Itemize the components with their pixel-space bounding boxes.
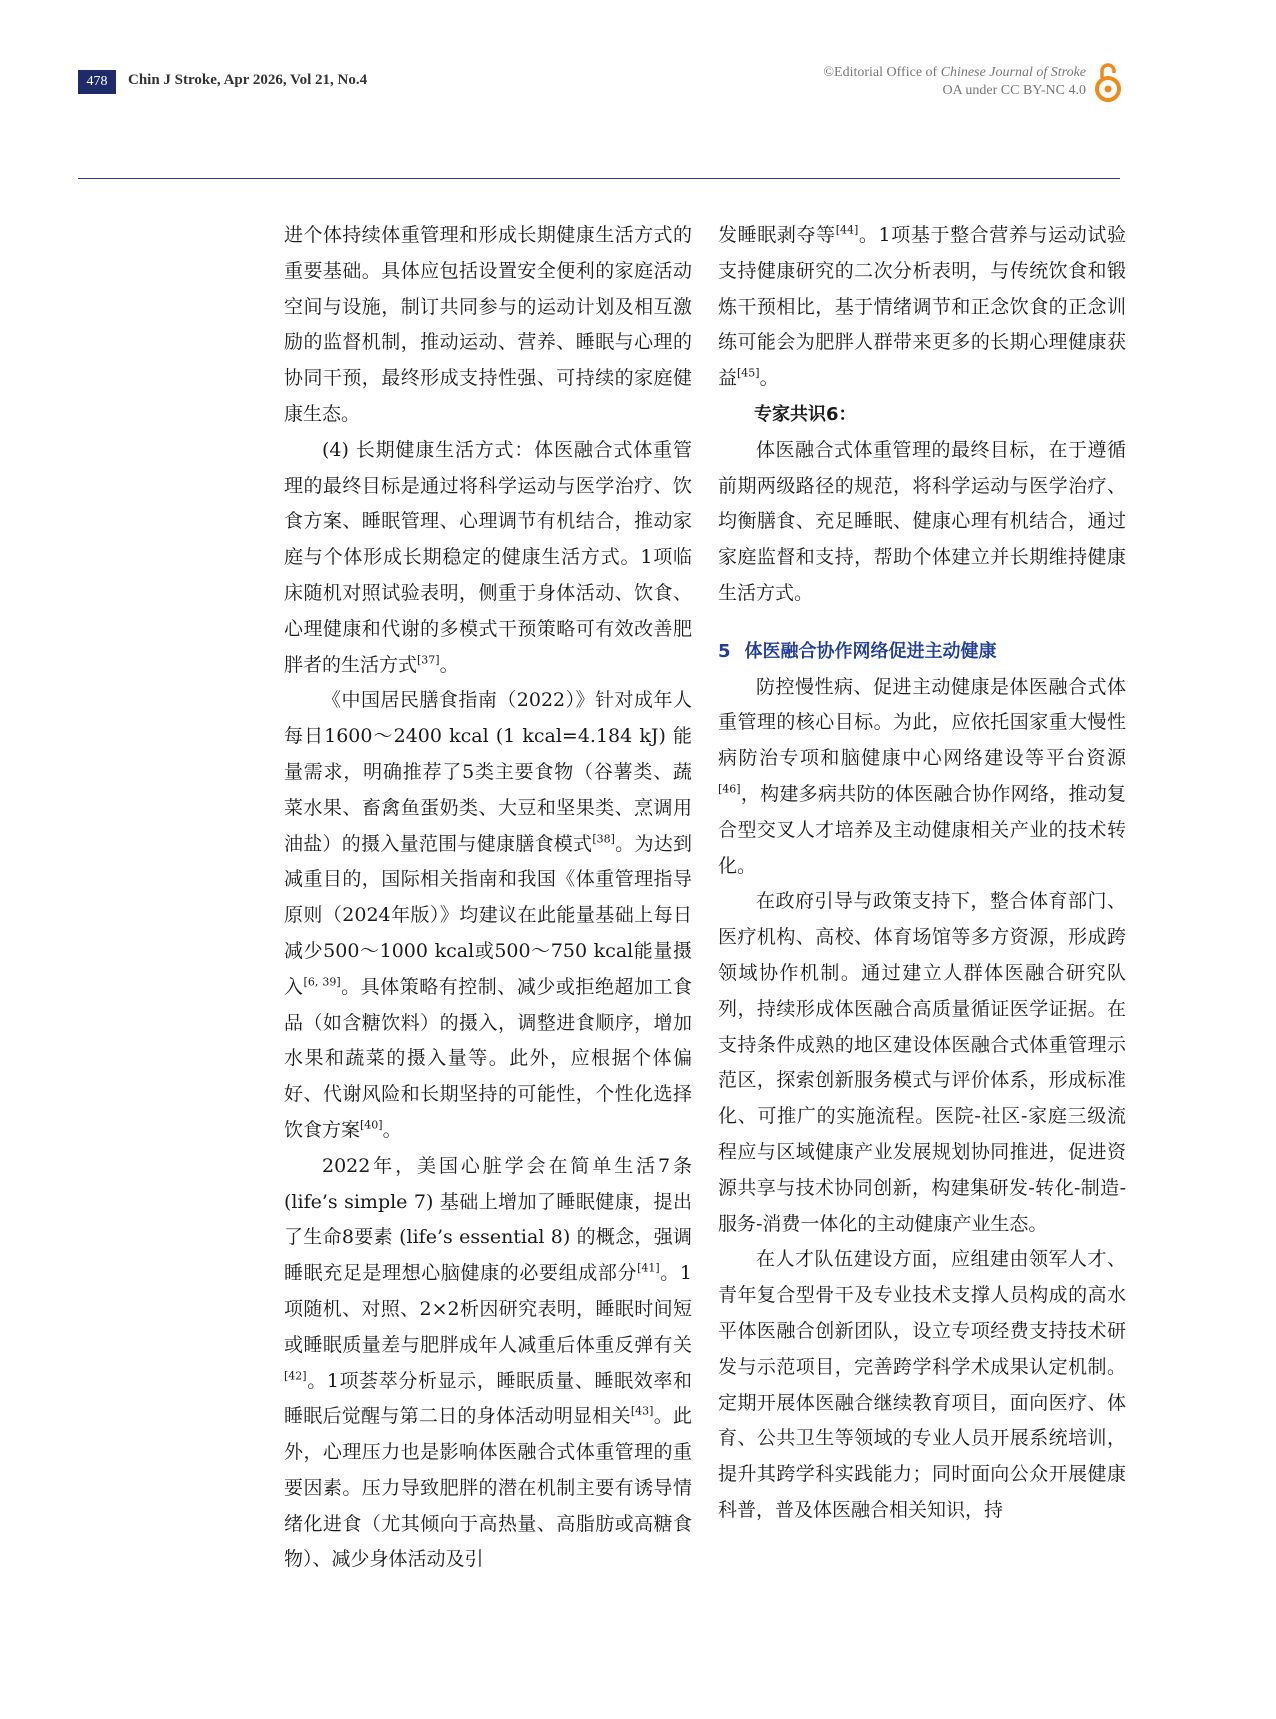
paragraph-text: (4) 长期健康生活方式：体医融合式体重管理的最终目标是通过将科学运动与医学治疗、饮食方案、睡眠管理、心理调节有机结合，推动家庭与个体形成长期稳定的健康生活方式。1项临床随机对照试验表明，侧重于身体活动、饮食、心理健康和代谢的多模式干预策略可有效改善肥胖者的生活方式: [284, 438, 692, 676]
section-number: 5: [718, 640, 731, 662]
left-paragraph-1: 进个体持续体重管理和形成长期健康生活方式的重要基础。具体应包括设置安全便利的家庭活动空间与设施，制订共同参与的运动计划及相互激励的监督机制，推动运动、营养、睡眠与心理的协同干预，最终形成支持性强、可持续的家庭健康生态。: [284, 224, 692, 425]
copyright-prefix: ©Editorial Office of: [823, 65, 941, 80]
left-paragraph-4: [284, 1149, 692, 1579]
copyright-journal: Chinese Journal of Stroke: [940, 65, 1086, 80]
open-access-lock-icon: [1094, 62, 1122, 102]
reference-marker: [38]: [592, 832, 615, 846]
reference-marker: [43]: [630, 1404, 654, 1418]
left-paragraph-2: [284, 433, 692, 684]
copyright-notice: [823, 64, 1086, 100]
left-column: [284, 218, 692, 1578]
section-title: 体医融合协作网络促进主动健康: [744, 640, 997, 662]
paragraph-text: 。1项荟萃分析显示，睡眠质量、睡眠效率和睡眠后觉醒与第二日的身体活动明显相关: [284, 1369, 692, 1428]
license-text: OA under CC BY-NC 4.0: [942, 83, 1086, 98]
right-paragraph-4: 在人才队伍建设方面，应组建由领军人才、青年复合型骨干及专业技术支撑人员构成的高水平体医融合创新团队，设立专项经费支持技术研发与示范项目，完善跨学科学术成果认定机制。定期开展体医融合继续教育项目，面向医疗、体育、公共卫生等领域的专业人员开展系统培训，提升其跨学科实践能力；同时面向公众开展健康科普，普及体医融合相关知识，持: [718, 1248, 1126, 1521]
paragraph-text: 2022年，美国心脏学会在简单生活7条 (life’s simple 7) 基础上增加了睡眠健康，提出了生命8要素 (life’s essential 8) 的概念，强调睡眠充足是理想心脑健康的必要组成部分: [284, 1154, 692, 1285]
reference-marker: [42]: [284, 1369, 307, 1383]
paragraph-text: 。: [382, 1118, 402, 1141]
left-paragraph-3: [284, 683, 692, 1148]
paragraph-text: 。1项基于整合营养与运动试验支持健康研究的二次分析表明，与传统饮食和锻炼干预相比，基于情绪调节和正念饮食的正念训练可能会为肥胖人群带来更多的长期心理健康获益: [718, 224, 1126, 390]
paragraph-text: 。此外，心理压力也是影响体医融合式体重管理的重要因素。压力导致肥胖的潜在机制主要有诱导情绪化进食（尤其倾向于高热量、高脂肪或高糖食物）、减少身体活动及引: [284, 1405, 692, 1571]
paragraph-text: 《中国居民膳食指南（2022）》针对成年人每日1600～2400 kcal (1 kcal=4.184 kJ) 能量需求，明确推荐了5类主要食物（谷薯类、蔬菜水果、畜禽鱼蛋奶类、大豆和坚果类、烹调用油盐）的摄入量范围与健康膳食模式: [284, 689, 692, 855]
reference-marker: [37]: [417, 653, 440, 667]
section-heading: [718, 634, 1126, 670]
paragraph-text: ，构建多病共防的体医融合协作网络，推动复合型交叉人才培养及主动健康相关产业的技术转化。: [718, 782, 1126, 877]
header-rule: [78, 178, 1120, 179]
right-paragraph-3: 在政府引导与政策支持下，整合体育部门、医疗机构、高校、体育场馆等多方资源，形成跨领域协作机制。通过建立人群体医融合研究队列，持续形成体医融合高质量循证医学证据。在支持条件成熟的地区建设体医融合式体重管理示范区，探索创新服务模式与评价体系，形成标准化、可推广的实施流程。医院-社区-家庭三级流程应与区域健康产业发展规划协同推进，促进资源共享与技术协同创新，构建集研发-转化-制造-服务-消费一体化的主动健康产业生态。: [718, 890, 1126, 1235]
paragraph-text: 。: [439, 653, 459, 676]
reference-marker: [40]: [360, 1118, 383, 1132]
reference-marker: [45]: [737, 366, 760, 380]
reference-marker: [41]: [637, 1261, 660, 1275]
reference-marker: [44]: [835, 223, 859, 237]
paragraph-text: 发睡眠剥夺等: [718, 224, 836, 246]
expert-consensus-title: 专家共识6：: [754, 403, 857, 425]
paragraph-text: 防控慢性病、促进主动健康是体医融合式体重管理的核心目标。为此，应依托国家重大慢性病防治专项和脑健康中心网络建设等平台资源: [718, 675, 1126, 770]
paragraph-text: 。为达到减重目的，国际相关指南和我国《体重管理指导原则（2024年版）》均建议在此能量基础上每日减少500～1000 kcal或500～750 kcal能量摄入: [284, 832, 692, 998]
journal-citation: Chin J Stroke, Apr 2026, Vol 21, No.4: [128, 72, 368, 88]
expert-consensus-body: 体医融合式体重管理的最终目标，在于遵循前期两级路径的规范，将科学运动与医学治疗、均衡膳食、充足睡眠、健康心理有机结合，通过家庭监督和支持，帮助个体建立并长期维持健康生活方式。: [718, 438, 1126, 604]
reference-marker: [46]: [718, 782, 741, 796]
reference-marker: [6, 39]: [303, 975, 341, 989]
page-number: 478: [78, 70, 116, 94]
paragraph-text: 。: [759, 367, 779, 390]
page-header: [0, 0, 1276, 180]
right-paragraph-2: [718, 670, 1126, 885]
paragraph-text: 。具体策略有控制、减少或拒绝超加工食品（如含糖饮料）的摄入，调整进食顺序，增加水果和蔬菜的摄入量等。此外，应根据个体偏好、代谢风险和长期坚持的可能性，个性化选择饮食方案: [284, 975, 692, 1141]
right-column: [718, 218, 1126, 1529]
paragraph-text: 。1项随机、对照、2×2析因研究表明，睡眠时间短或睡眠质量差与肥胖成年人减重后体重反弹有关: [284, 1262, 692, 1356]
right-paragraph-1: [718, 218, 1126, 397]
